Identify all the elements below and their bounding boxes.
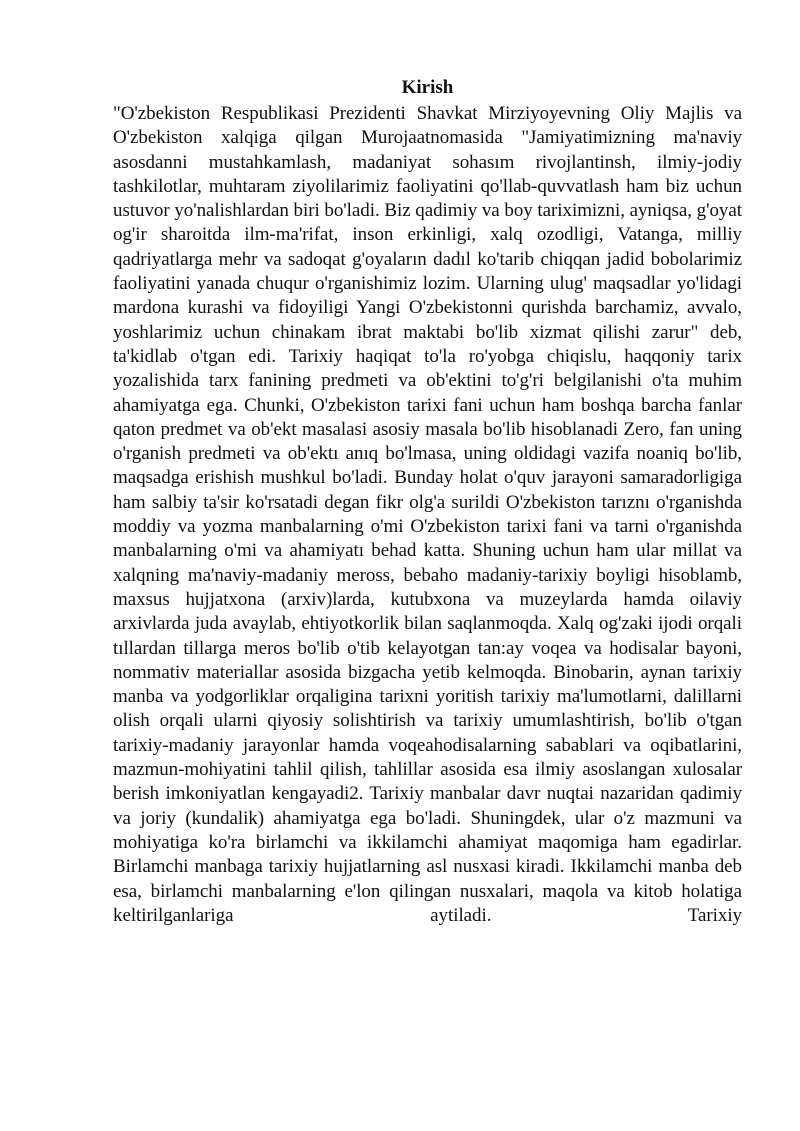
page-title: Kirish (401, 77, 454, 98)
body-paragraph: "O'zbekiston Respublikasi Prezidenti Shavkat Mirziyoyevning Oliy Majlis va O'zbekiston xalqiga qilgan Murojaatnomasida "Jamiyatimizning ma'naviy asosdanni mustahkamlash, madaniyat sohasım rivojlantinsh, ilmiy-jodiy tashkilotlar, muhtaram ziyolilarimiz faoliyatini qo'llab-quvvatlash ham biz uchun ustuvor yo'nalishlardan biri bo'ladi. Biz qadimiy va boy tariximizni, ayniqsa, g'oyat og'ir sharoitda ilm-ma'rifat, inson erkinligi, xalq ozodligi, Vatanga, milliy qadriyatlarga mehr va sadoqat g'oyaların dadıl ko'tarib chiqqan jadid bobolarimiz faoliyatini yanada chuqur o'rganishimiz lozim. Ularning ulug' maqsadlar yo'lidagi mardona kurashi va fidoyiligi Yangi O'zbekistonni qurishda barchamiz, avvalo, yoshlarimiz uchun chinakam ibrat maktabi bo'lib xizmat qilishi zarur" deb, ta'kidlab o'tgan edi. Tarixiy haqiqat to'la ro'yobga chiqislu, haqqoniy tarix yozalishida tarx fanining predmeti va ob'ektini to'g'ri belgilanishi o'ta muhim ahamiyatga ega. Chunki, O'zbekiston tarixi fani uchun ham boshqa barcha fanlar qaton predmet va ob'ekt masalasi asosiy masala bo'lib hisoblanadi Zero, fan uning o'rganish predmeti va ob'ektı anıq bo'lmasa, uning oldidagi vazifa noaniq bo'lib, maqsadga erishish mushkul bo'ladi. Bunday holat o'quv jarayoni samaradorligiga ham salbiy ta'sir ko'rsatadi degan fikr olg'a surildi O'zbekiston tarıznı o'rganishda moddiy va yozma manbalarning o'mi O'zbekiston tarixi fani va tarni o'rganishda manbalarning o'mi va ahamiyatı behad katta. Shuning uchun ham ular millat va xalqning ma'naviy-madaniy meross, bebaho madaniy-tarixiy boyligi hisoblamb, maxsus hujjatxona (arxiv)larda, kutubxona va muzeylarda hamda oilaviy arxivlarda juda avaylab, ehtiyotkorlik bilan saqlanmoqda. Xalq og'zaki ijodi orqali tıllardan tillarga meros bo'lib o'tib kelayotgan tan:ay voqea va hodisalar bayoni, nommativ materiallar asosida bizgacha yetib kelmoqda. Binobarin, aynan tarixiy manba va yodgorliklar orqaligina tarixni yoritish tarixiy ma'lumotlarni, dalillarni olish orqali ularni qiyosiy solishtirish va tarixiy umumlashtirish, bo'lib o'tgan tarixiy-madaniy jarayonlar hamda voqeahodisalarning sabablari va oqibatlarini, mazmun-mohiyatini tahlil qilish, tahlillar asosida esa ilmiy asoslangan xulosalar berish imkoniyatlan kengayadi2. Tarixiy manbalar davr nuqtai nazaridan qadimiy va joriy (kundalik) ahamiyatga ega bo'ladi. Shuningdek, ular o'z mazmuni va mohiyatiga ko'ra birlamchi va ikkilamchi ahamiyat maqomiga ham egadirlar. Birlamchi manbaga tarixiy hujjatlarning asl nusxasi kiradi. Ikkilamchi manba deb esa, birlamchi manbalarning e'lon qilingan nusxalari, maqola va kitob holatiga keltirilganlariga aytiladi. Tarixiy (113, 103, 742, 926)
document-page (113, 76, 742, 928)
